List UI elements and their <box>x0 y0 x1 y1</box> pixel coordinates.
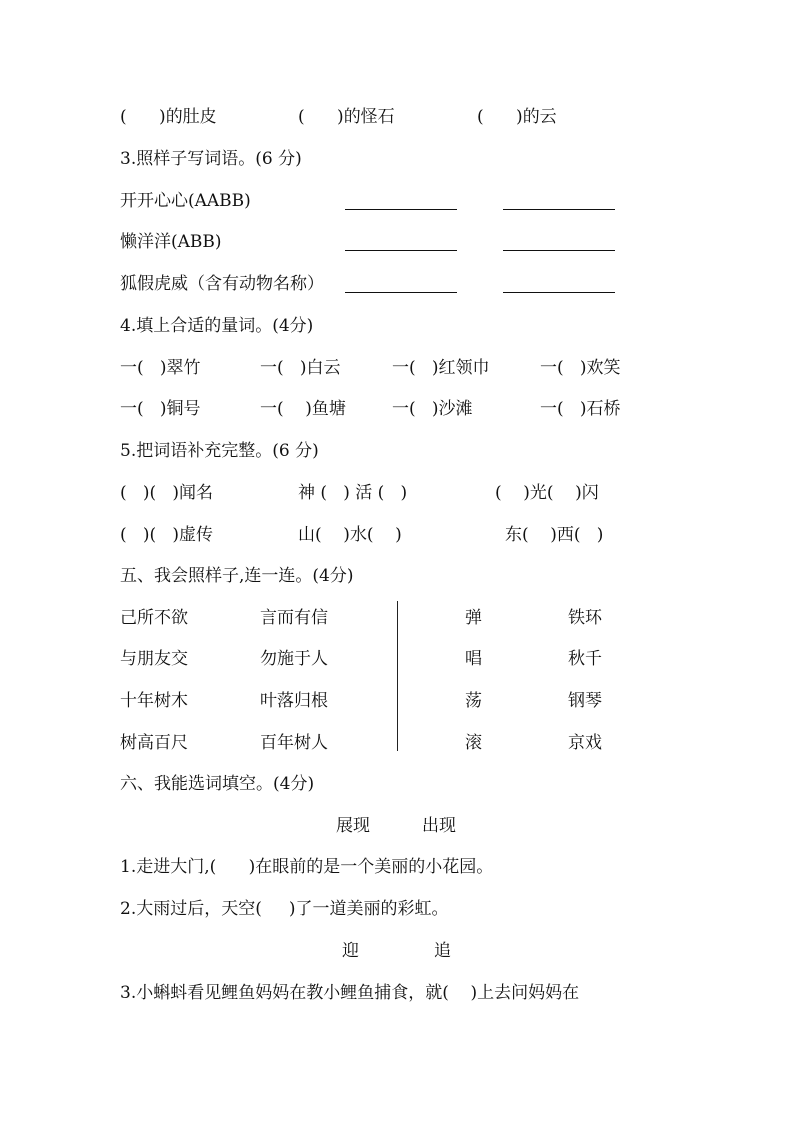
q3-item-abb: 懒洋洋(ABB) <box>120 232 222 252</box>
idiom-item: 神 ( ) 活 ( ) <box>298 483 408 503</box>
match-right-b[interactable]: 秋千 <box>568 649 602 669</box>
answer-line[interactable] <box>345 292 457 293</box>
idiom-item: ( )( )闻名 <box>120 483 213 503</box>
match-left-a[interactable]: 己所不欲 <box>120 608 188 628</box>
section6-title: 六、我能选词填空。(4分) <box>120 774 315 794</box>
answer-line[interactable] <box>345 250 457 251</box>
sentence-3: 3.小蝌蚪看见鲤鱼妈妈在教小鲤鱼捕食，就( )上去问妈妈在 <box>120 983 580 1003</box>
measure-item: 一( )石桥 <box>540 399 621 419</box>
word-choice: 追 <box>434 941 451 961</box>
q4-title: 4.填上合适的量词。(4分) <box>120 316 314 336</box>
match-right-b[interactable]: 钢琴 <box>568 691 602 711</box>
measure-item: 一( )沙滩 <box>392 399 473 419</box>
blank-rock: ( )的怪石 <box>298 107 395 127</box>
measure-item: 一( )白云 <box>260 358 341 378</box>
word-choice: 出现 <box>422 816 456 836</box>
idiom-item: 东( )西( ) <box>505 525 604 545</box>
match-left-b[interactable]: 叶落归根 <box>260 691 328 711</box>
measure-item: 一( )鱼塘 <box>260 399 346 419</box>
match-right-b[interactable]: 铁环 <box>568 608 602 628</box>
measure-item: 一( )翠竹 <box>120 358 201 378</box>
section5-title: 五、我会照样子,连一连。(4分) <box>120 566 354 586</box>
match-left-b[interactable]: 勿施于人 <box>260 649 328 669</box>
match-left-a[interactable]: 树高百尺 <box>120 733 188 753</box>
answer-line[interactable] <box>503 209 615 210</box>
word-choice: 迎 <box>342 941 359 961</box>
match-right-a[interactable]: 弹 <box>465 608 482 628</box>
measure-item: 一( )欢笑 <box>540 358 621 378</box>
blank-belly: ( )的肚皮 <box>120 107 217 127</box>
match-left-a[interactable]: 与朋友交 <box>120 649 188 669</box>
answer-line[interactable] <box>503 292 615 293</box>
measure-item: 一( )铜号 <box>120 399 201 419</box>
q3-item-aabb: 开开心心(AABB) <box>120 191 251 211</box>
match-right-a[interactable]: 荡 <box>465 691 482 711</box>
answer-line[interactable] <box>503 250 615 251</box>
sentence-1: 1.走进大门,( )在眼前的是一个美丽的小花园。 <box>120 857 494 877</box>
match-left-b[interactable]: 言而有信 <box>260 608 328 628</box>
q5-title: 5.把词语补充完整。(6 分) <box>120 441 319 461</box>
q3-item-animal: 狐假虎威（含有动物名称） <box>120 274 324 294</box>
answer-line[interactable] <box>345 209 457 210</box>
column-divider <box>397 601 398 751</box>
match-right-b[interactable]: 京戏 <box>568 733 602 753</box>
q3-title: 3.照样子写词语。(6 分) <box>120 149 302 169</box>
match-left-a[interactable]: 十年树木 <box>120 691 188 711</box>
word-choice: 展现 <box>336 816 370 836</box>
match-left-b[interactable]: 百年树人 <box>260 733 328 753</box>
measure-item: 一( )红领巾 <box>392 358 490 378</box>
match-right-a[interactable]: 唱 <box>465 649 482 669</box>
sentence-2: 2.大雨过后，天空( )了一道美丽的彩虹。 <box>120 899 449 919</box>
idiom-item: ( )( )虚传 <box>120 525 213 545</box>
match-right-a[interactable]: 滚 <box>465 733 482 753</box>
blank-cloud: ( )的云 <box>477 107 557 127</box>
idiom-item: 山( )水( ) <box>298 525 402 545</box>
idiom-item: ( )光( )闪 <box>495 483 599 503</box>
